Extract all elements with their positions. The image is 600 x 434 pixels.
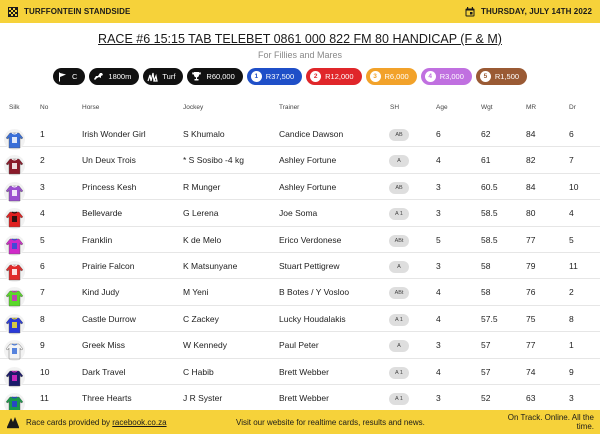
pill-label: R12,000 <box>325 72 354 81</box>
venue-name: TURFFONTEIN STANDSIDE <box>24 7 131 16</box>
shoe-badge: A 1 <box>389 367 409 379</box>
shoe-badge: A <box>389 261 409 273</box>
runner-draw: 2 <box>569 287 574 298</box>
col-sh: SH <box>390 104 400 111</box>
grass-icon <box>147 71 158 82</box>
runner-weight: 60.5 <box>481 181 498 192</box>
horse-name[interactable]: Princess Kesh <box>82 181 137 192</box>
runner-weight: 58 <box>481 260 491 271</box>
trainer-name: B Botes / Y Vosloo <box>279 287 350 298</box>
shoe-badge: ABt <box>389 235 409 247</box>
jockey-name: C Habib <box>183 366 214 377</box>
pill-label: 1800m <box>108 72 132 81</box>
trainer-name: Paul Peter <box>279 340 319 351</box>
jockey-name: * S Sosibo -4 kg <box>183 155 244 166</box>
jockey-name: C Zackey <box>183 313 219 324</box>
pill-label: R60,000 <box>206 72 235 81</box>
race-pill <box>366 68 417 85</box>
race-subtitle: For Fillies and Mares <box>257 50 343 60</box>
race-pill <box>187 68 242 85</box>
venue-group <box>8 7 130 17</box>
top-bar <box>0 0 600 23</box>
runner-draw: 11 <box>569 260 578 271</box>
horse-name[interactable]: Prairie Falcon <box>82 260 135 271</box>
col-silk: Silk <box>9 104 20 111</box>
horse-name[interactable]: Dark Travel <box>82 366 126 377</box>
runner-rating: 79 <box>526 260 536 271</box>
shoe-badge: A 1 <box>389 393 409 405</box>
runner-age: 6 <box>436 129 441 139</box>
col-dr: Dr <box>569 104 576 111</box>
trainer-name: Brett Webber <box>279 366 329 377</box>
race-pill <box>143 68 183 85</box>
runner-rating: 76 <box>526 287 536 298</box>
horse-name[interactable]: Bellevarde <box>82 208 123 219</box>
horse-name[interactable]: Greek Miss <box>82 340 125 351</box>
prize-position-badge: 1 <box>251 71 262 82</box>
runner-weight: 62 <box>481 129 491 139</box>
flag-icon <box>57 71 68 82</box>
runner-draw: 3 <box>569 392 574 403</box>
runner-age: 4 <box>436 155 441 166</box>
runner-weight: 57 <box>481 366 491 377</box>
runner-draw: 10 <box>569 181 579 192</box>
finish-flag-icon <box>8 7 18 17</box>
trainer-name: Brett Webber <box>279 392 329 403</box>
horse-icon <box>93 71 104 82</box>
table-header <box>0 104 600 116</box>
race-pill <box>421 68 472 85</box>
race-info-pills <box>53 68 527 85</box>
pill-label: Turf <box>162 72 176 81</box>
runner-age: 4 <box>436 287 441 298</box>
jockey-name: J R Syster <box>183 392 223 403</box>
runner-rating: 82 <box>526 155 536 166</box>
col-age: Age <box>436 104 448 111</box>
runner-age: 3 <box>436 392 441 403</box>
runner-rating: 84 <box>526 181 536 192</box>
visit-website-text: Visit our website for realtime cards, results and news. <box>236 417 425 427</box>
runner-draw: 5 <box>569 234 574 245</box>
jockey-name: G Lerena <box>183 208 219 219</box>
runner-draw: 6 <box>569 129 574 139</box>
pill-label: R1,500 <box>494 72 520 81</box>
trainer-name: Ashley Fortune <box>279 181 337 192</box>
race-date: THURSDAY, JULY 14TH 2022 <box>480 7 592 16</box>
shoe-badge: A 1 <box>389 314 409 326</box>
runner-draw: 9 <box>569 366 574 377</box>
runner-weight: 58 <box>481 287 491 298</box>
runners-table <box>0 121 600 411</box>
table-row[interactable] <box>0 279 600 305</box>
provided-by-text: Race cards provided by <box>26 417 113 427</box>
runner-number: 3 <box>40 181 45 192</box>
runner-rating: 84 <box>526 129 536 139</box>
jockey-name: W Kennedy <box>183 340 227 351</box>
runner-weight: 57.5 <box>481 313 498 324</box>
runner-number: 11 <box>40 392 49 403</box>
trainer-name: Erico Verdonese <box>279 234 342 245</box>
table-row[interactable] <box>0 147 600 173</box>
table-row[interactable] <box>0 227 600 253</box>
runner-weight: 57 <box>481 340 491 351</box>
trainer-name: Lucky Houdalakis <box>279 313 346 324</box>
runner-number: 9 <box>40 340 45 351</box>
prize-position-badge: 4 <box>425 71 436 82</box>
col-no: No <box>40 104 49 111</box>
col-horse: Horse <box>82 104 100 111</box>
race-title: RACE #6 15:15 TAB TELEBET 0861 000 822 FM 80 HANDICAP (F & M) <box>98 32 502 46</box>
race-pill <box>476 68 527 85</box>
race-pill <box>89 68 139 85</box>
runner-weight: 58.5 <box>481 234 498 245</box>
runner-number: 10 <box>40 366 50 377</box>
runner-age: 3 <box>436 181 441 192</box>
provided-by <box>26 418 236 427</box>
runner-draw: 1 <box>569 340 574 351</box>
col-mr: MR <box>526 104 537 111</box>
runner-weight: 52 <box>481 392 491 403</box>
jockey-name: S Khumalo <box>183 129 225 139</box>
racebook-link[interactable]: racebook.co.za <box>112 417 167 427</box>
race-pill <box>53 68 85 85</box>
trainer-name: Joe Soma <box>279 208 318 219</box>
runner-rating: 63 <box>526 392 536 403</box>
runner-age: 4 <box>436 313 441 324</box>
runner-number: 6 <box>40 260 45 271</box>
date-group <box>465 7 592 17</box>
runner-number: 2 <box>40 155 45 166</box>
trainer-name: Ashley Fortune <box>279 155 337 166</box>
table-row[interactable] <box>0 121 600 147</box>
shoe-badge: A <box>389 340 409 352</box>
table-row[interactable] <box>0 359 600 385</box>
horse-name[interactable]: Kind Judy <box>82 287 120 298</box>
pill-label: R6,000 <box>384 72 409 81</box>
table-row[interactable] <box>0 200 600 226</box>
col-jockey: Jockey <box>183 104 204 111</box>
runner-age: 3 <box>436 260 441 271</box>
horse-name[interactable]: Un Deux Trois <box>82 155 136 166</box>
runner-number: 1 <box>40 129 45 139</box>
shoe-badge: A <box>389 155 409 167</box>
table-row[interactable] <box>0 174 600 200</box>
table-row[interactable] <box>0 306 600 332</box>
race-pill <box>247 68 302 85</box>
jockey-name: R Munger <box>183 181 221 192</box>
runner-weight: 58.5 <box>481 208 498 219</box>
col-trainer: Trainer <box>279 104 300 111</box>
pill-label: R3,000 <box>439 72 464 81</box>
runner-number: 5 <box>40 234 45 245</box>
jockey-name: K de Melo <box>183 234 222 245</box>
runner-rating: 77 <box>526 234 536 245</box>
prize-position-badge: 5 <box>480 71 491 82</box>
shoe-badge: AB <box>389 129 409 141</box>
col-wgt: Wgt <box>481 104 493 111</box>
runner-age: 5 <box>436 234 441 245</box>
calendar-icon <box>465 7 475 17</box>
tagline: On Track. Online. All the time. <box>507 413 594 431</box>
runner-age: 3 <box>436 340 441 351</box>
runner-weight: 61 <box>481 155 491 166</box>
trophy-icon <box>191 71 202 82</box>
horse-name[interactable]: Three Hearts <box>82 392 132 403</box>
runner-number: 8 <box>40 313 45 324</box>
shoe-badge: A 1 <box>389 208 409 220</box>
runner-draw: 4 <box>569 208 574 219</box>
horse-name[interactable]: Castle Durrow <box>82 313 136 324</box>
shoe-badge: AB <box>389 182 409 194</box>
jockey-name: M Yeni <box>183 287 209 298</box>
runner-draw: 7 <box>569 155 574 166</box>
horse-name[interactable]: Irish Wonder Girl <box>82 129 146 139</box>
race-pill <box>306 68 361 85</box>
runner-rating: 77 <box>526 340 536 351</box>
table-row[interactable] <box>0 385 600 411</box>
prize-position-badge: 3 <box>370 71 381 82</box>
footer-bar <box>0 410 600 434</box>
jockey-name: K Matsunyane <box>183 260 238 271</box>
runner-number: 7 <box>40 287 45 298</box>
runner-age: 3 <box>436 208 441 219</box>
pill-label: R37,500 <box>265 72 295 81</box>
table-row[interactable] <box>0 253 600 279</box>
pill-label: C <box>72 72 78 81</box>
trainer-name: Candice Dawson <box>279 129 344 139</box>
runner-rating: 75 <box>526 313 536 324</box>
shoe-badge: ABt <box>389 287 409 299</box>
runner-rating: 74 <box>526 366 536 377</box>
racebook-logo-icon <box>6 415 20 429</box>
runner-number: 4 <box>40 208 45 219</box>
trainer-name: Stuart Pettigrew <box>279 260 340 271</box>
runner-draw: 8 <box>569 313 574 324</box>
table-row[interactable] <box>0 332 600 358</box>
horse-name[interactable]: Franklin <box>82 234 113 245</box>
prize-position-badge: 2 <box>310 71 321 82</box>
runner-age: 4 <box>436 366 441 377</box>
runner-rating: 80 <box>526 208 536 219</box>
